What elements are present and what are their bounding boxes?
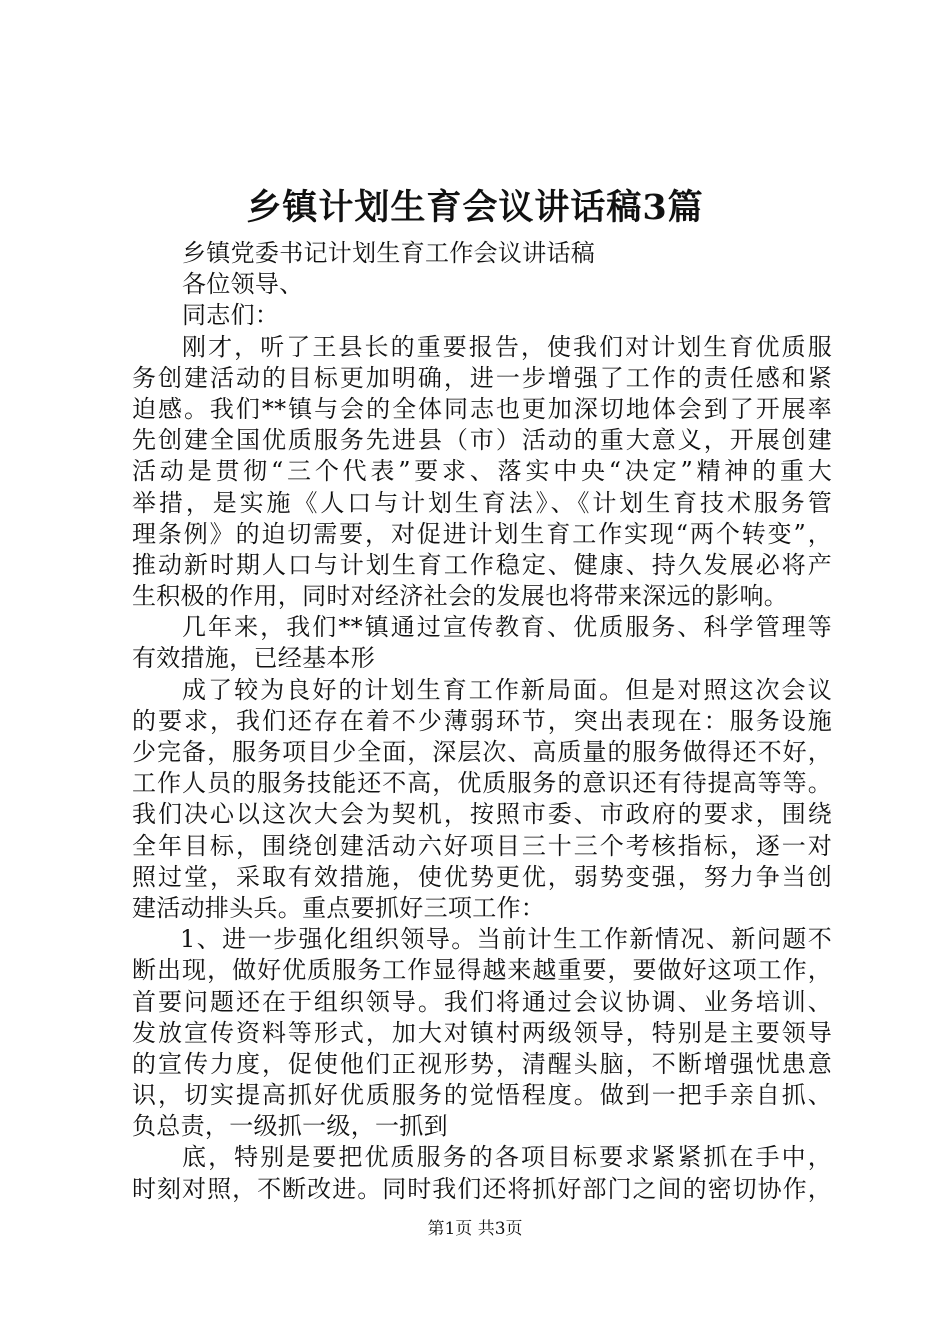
paragraph-line: 理条例》的迫切需要，对促进计划生育工作实现“两个转变”， bbox=[132, 519, 832, 548]
subtitle-line: 乡镇党委书记计划生育工作会议讲话稿 bbox=[182, 239, 596, 267]
paragraph-line: 识，切实提高抓好优质服务的觉悟程度。做到一把手亲自抓、 bbox=[132, 1081, 832, 1110]
paragraph-line: 少完备，服务项目少全面，深层次、高质量的服务做得还不好， bbox=[132, 738, 832, 766]
paragraph-line: 生积极的作用，同时对经济社会的发展也将带来深远的影响。 bbox=[132, 582, 789, 611]
paragraph-line: 建活动排头兵。重点要抓好三项工作： bbox=[132, 893, 546, 922]
paragraph-line: 1、进一步强化组织领导。当前计生工作新情况、新问题不 bbox=[180, 925, 832, 954]
paragraph-line: 活动是贯彻“三个代表”要求、落实中央“决定”精神的重大 bbox=[132, 457, 832, 486]
paragraph-line: 发放宣传资料等形式，加大对镇村两级领导，特别是主要领导 bbox=[132, 1018, 832, 1047]
paragraph-line: 负总责，一级抓一级，一抓到 bbox=[132, 1112, 448, 1141]
paragraph-line: 底，特别是要把优质服务的各项目标要求紧紧抓在手中， bbox=[182, 1143, 832, 1172]
paragraph-line: 我们决心以这次大会为契机，按照市委、市政府的要求，围绕 bbox=[132, 800, 832, 829]
paragraph-line: 的要求，我们还存在着不少薄弱环节，突出表现在：服务设施 bbox=[132, 706, 832, 735]
paragraph-line: 全年目标，围绕创建活动六好项目三十三个考核指标，逐一对 bbox=[132, 831, 832, 860]
paragraph-line: 刚才，听了王县长的重要报告，使我们对计划生育优质服 bbox=[182, 332, 832, 361]
paragraph-line: 照过堂，采取有效措施，使优势更优，弱势变强，努力争当创 bbox=[132, 862, 832, 891]
paragraph-line: 成了较为良好的计划生育工作新局面。但是对照这次会议 bbox=[182, 675, 832, 704]
paragraph-line: 务创建活动的目标更加明确，进一步增强了工作的责任感和紧 bbox=[132, 363, 832, 392]
paragraph-line: 时刻对照，不断改进。同时我们还将抓好部门之间的密切协作， bbox=[132, 1174, 832, 1203]
paragraph-line: 举措，是实施《人口与计划生育法》、《计划生育技术服务管 bbox=[132, 488, 832, 517]
paragraph-line: 工作人员的服务技能还不高，优质服务的意识还有待提高等等。 bbox=[132, 769, 832, 798]
paragraph-line: 首要问题还在于组织领导。我们将通过会议协调、业务培训、 bbox=[132, 987, 832, 1016]
paragraph-line: 推动新时期人口与计划生育工作稳定、健康、持久发展必将产 bbox=[132, 550, 832, 579]
page-number-footer: 第1页 共3页 bbox=[427, 1219, 523, 1239]
paragraph-line: 断出现，做好优质服务工作显得越来越重要，要做好这项工作， bbox=[132, 956, 832, 985]
salutation-line: 同志们： bbox=[182, 301, 280, 330]
paragraph-line: 迫感。我们**镇与会的全体同志也更加深切地体会到了开展率 bbox=[132, 394, 832, 423]
document-title: 乡镇计划生育会议讲话稿3篇 bbox=[246, 187, 704, 228]
paragraph-line: 先创建全国优质服务先进县（市）活动的重大意义，开展创建 bbox=[132, 426, 832, 455]
paragraph-line: 几年来，我们**镇通过宣传教育、优质服务、科学管理等 bbox=[182, 613, 832, 642]
paragraph-line: 有效措施，已经基本形 bbox=[132, 644, 375, 673]
paragraph-line: 的宣传力度，促使他们正视形势，清醒头脑，不断增强忧患意 bbox=[132, 1049, 832, 1078]
document-body bbox=[132, 238, 832, 1205]
salutation-line: 各位领导、 bbox=[182, 270, 304, 299]
